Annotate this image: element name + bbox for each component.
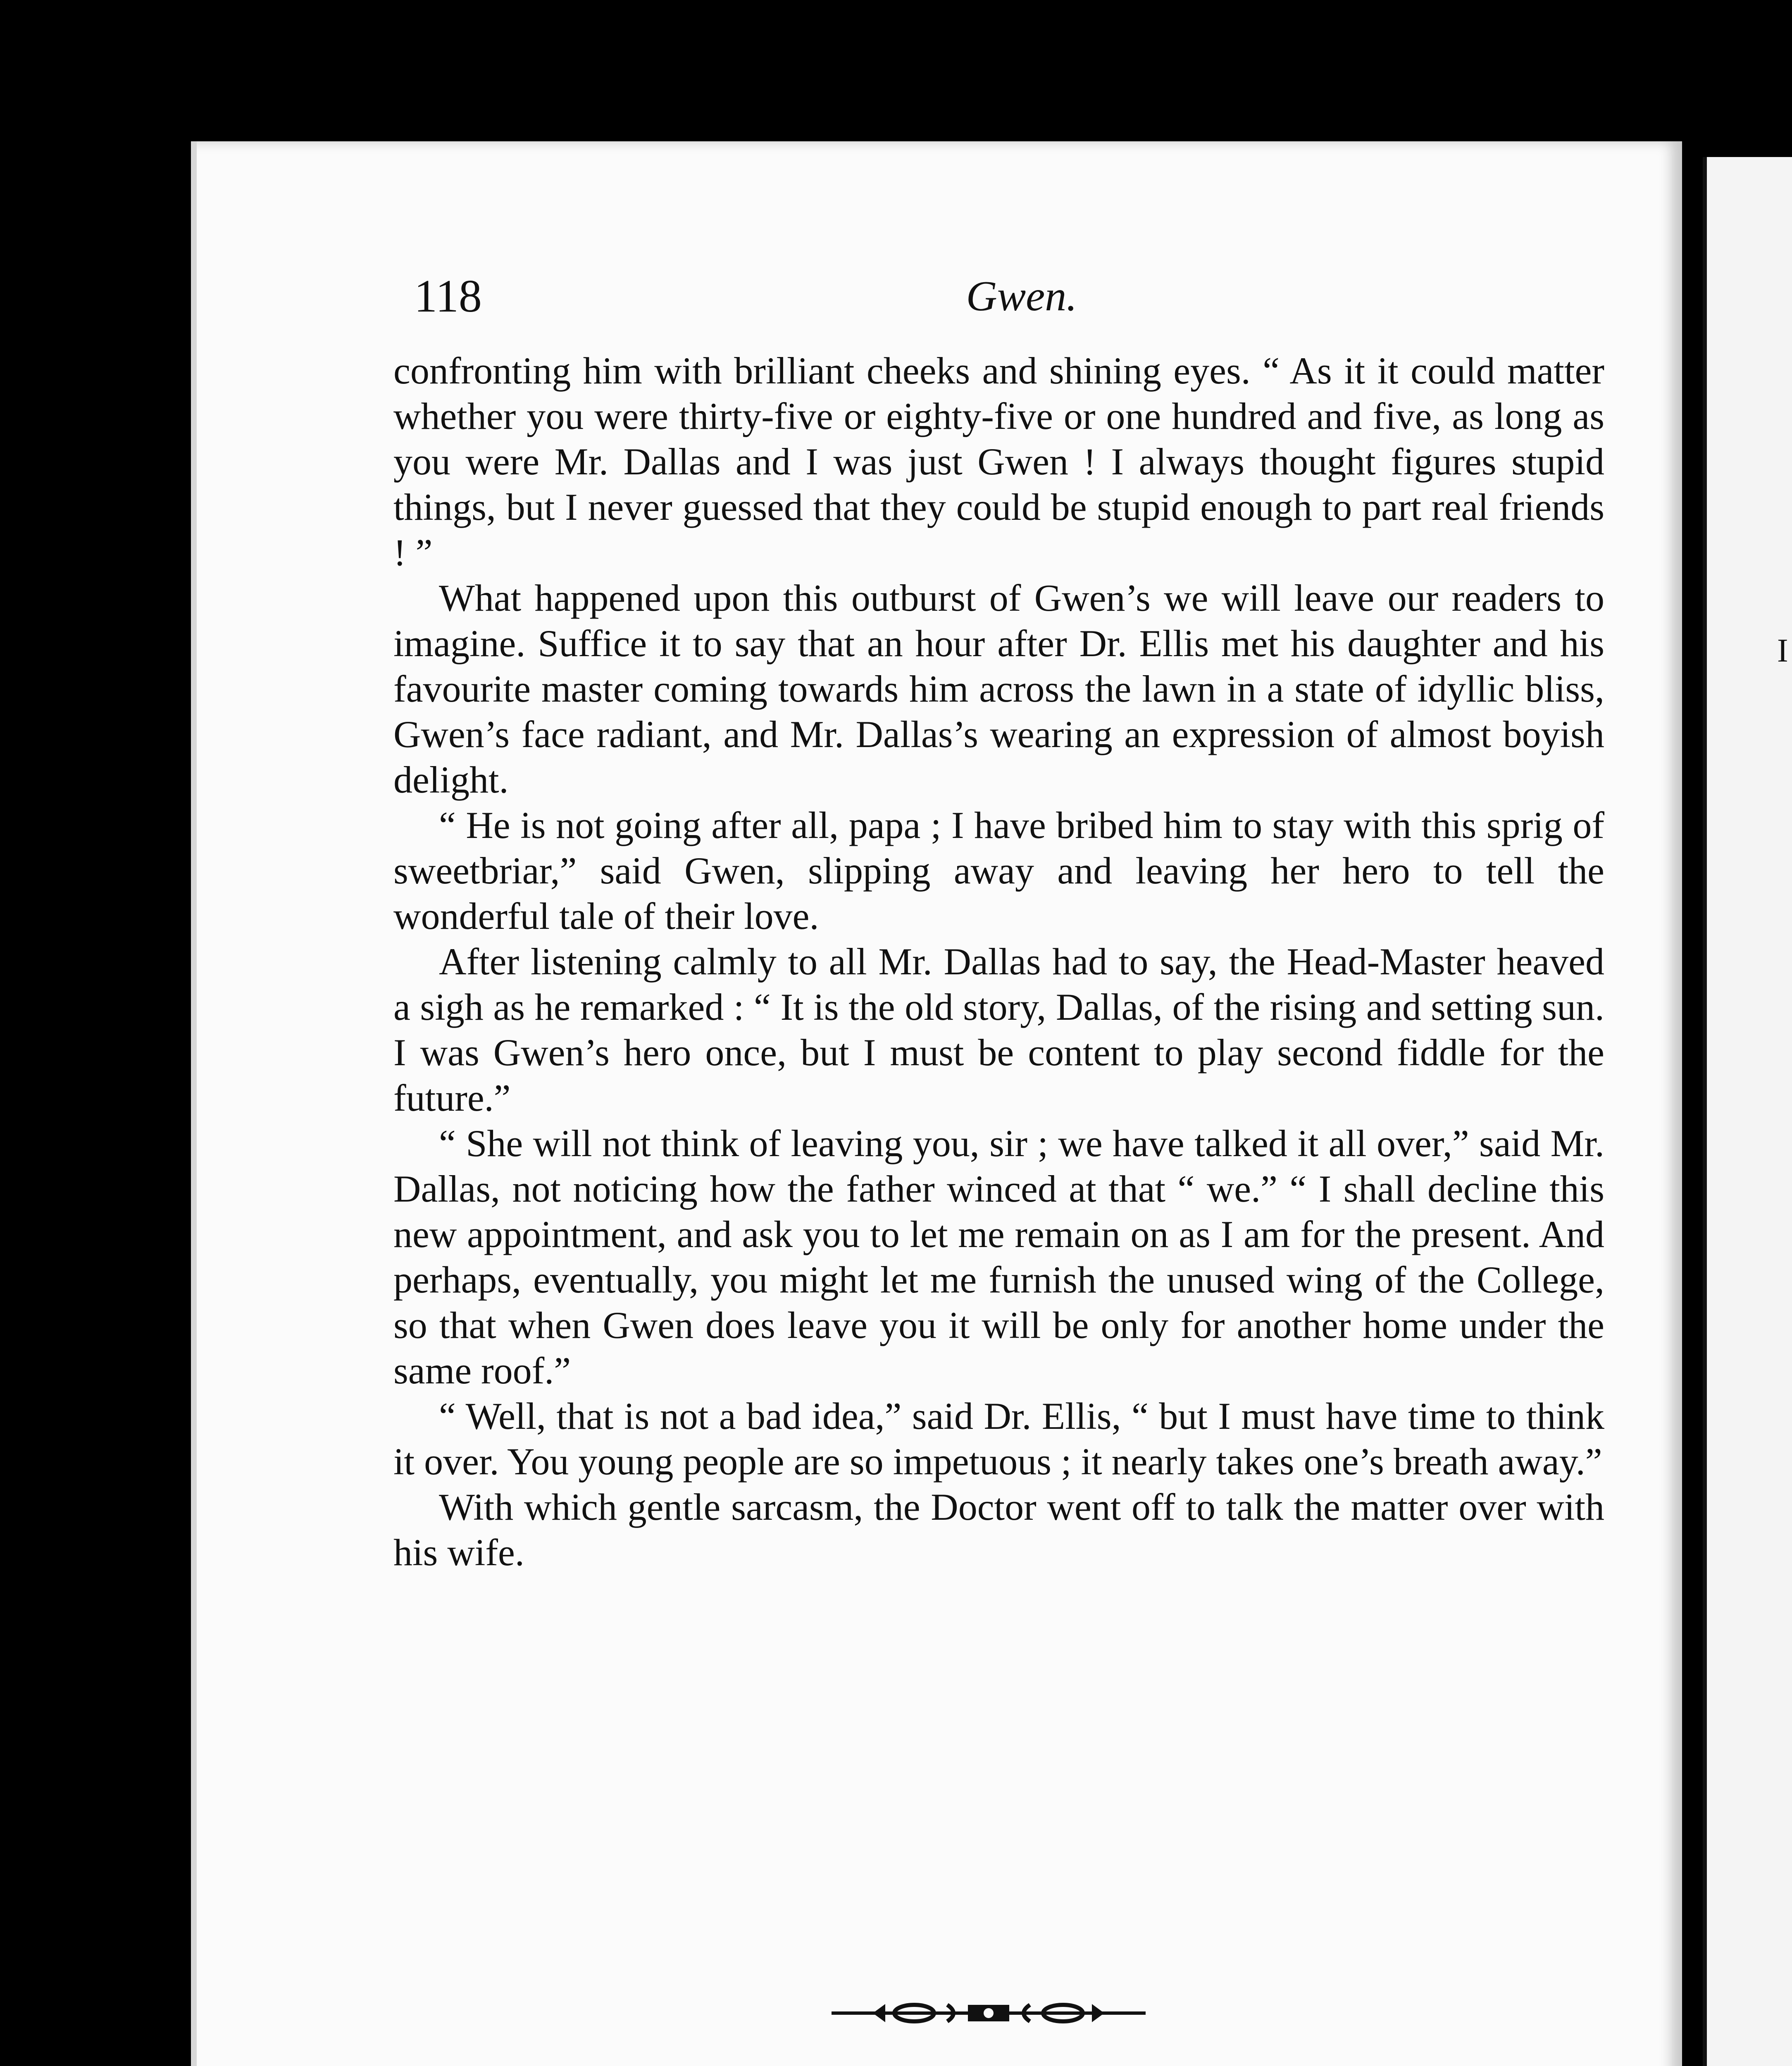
- decorative-tailpiece-icon: [827, 1992, 1150, 2034]
- paragraph-6: “ Well, that is not a bad idea,” said Dr. Ellis, “ but I must have time to think it over. You young people are so impetuous ; it nearly takes one’s breath away.”: [393, 1395, 1604, 1483]
- book-page: [191, 141, 1682, 2066]
- page-header: [414, 259, 1629, 333]
- running-head: Gwen.: [966, 272, 1077, 320]
- paragraph-3: “ He is not going after all, papa ; I have bribed him to stay with this sprig of sweetbriar,” said Gwen, slipping away and leaving her hero to tell the wonderful tale of their love.: [393, 804, 1604, 937]
- adjacent-page-edge: [1703, 157, 1792, 2066]
- paragraph-2: What happened upon this outburst of Gwen’s we will leave our readers to imagine. Suffice it to say that an hour after Dr. Ellis met his daughter and his favourite master coming towards him across the lawn in a state of idyllic bliss, Gwen’s face radiant, and Mr. Dallas’s wearing an expression of almost boyish delight.: [393, 577, 1604, 801]
- body-text: [393, 348, 1604, 1575]
- adjacent-page-mark: I: [1777, 633, 1788, 669]
- page-number: 118: [414, 271, 482, 322]
- paragraph-7: With which gentle sarcasm, the Doctor went off to talk the matter over with his wife.: [393, 1486, 1604, 1573]
- paragraph-1: confronting him with brilliant cheeks and shining eyes. “ As it it could matter whether you were thirty-five or eighty-five or one hundred and five, as long as you were Mr. Dallas and I was just Gwen ! I always thought figures stupid things, but I never guessed that they could be stupid enough to part real friends ! ”: [393, 350, 1604, 574]
- paragraph-4: After listening calmly to all Mr. Dallas had to say, the Head-Master heaved a sigh as he remarked : “ It is the old story, Dallas, of the rising and setting sun. I was Gwen’s hero once, but I must be content to play second fiddle for the future.”: [393, 940, 1604, 1119]
- paragraph-5: “ She will not think of leaving you, sir ; we have talked it all over,” said Mr. Dallas, not noticing how the father winced at that “ we.” “ I shall decline this new appointment, and ask you to let me remain on as I am for the present. And perhaps, eventually, you might let me furnish the unused wing of the College, so that when Gwen does leave you it will be only for another home under the same roof.”: [393, 1122, 1604, 1392]
